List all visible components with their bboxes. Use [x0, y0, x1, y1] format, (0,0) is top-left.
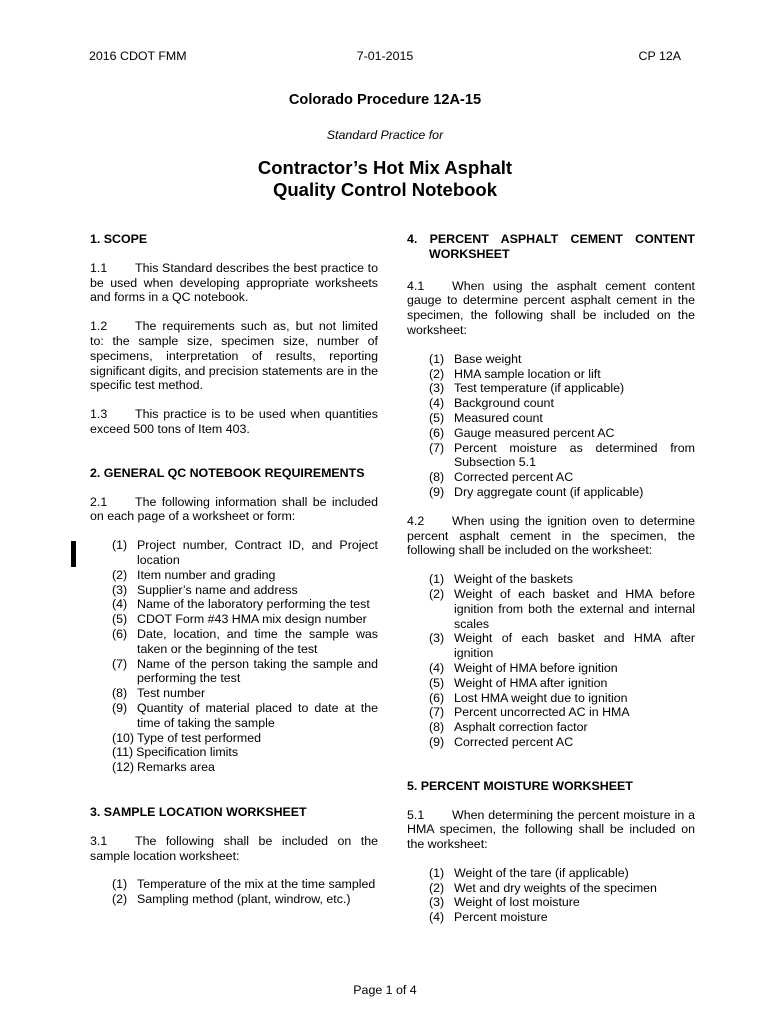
list-item: [112, 745, 378, 760]
list-item-text: Name of the person taking the sample and performing the test: [137, 656, 378, 686]
header-document-id: 2016 CDOT FMM: [89, 49, 187, 63]
list-item-text: Remarks area: [137, 760, 215, 775]
list-item-number: (4): [429, 660, 445, 675]
list-item-text: Asphalt correction factor: [454, 720, 588, 735]
list-item: [429, 367, 695, 382]
list-item: [429, 881, 695, 896]
list-item: [429, 910, 695, 925]
list-item-number: (6): [112, 626, 128, 641]
list-item: [112, 568, 378, 583]
list-item: [112, 583, 378, 598]
section-3-list: [90, 877, 378, 907]
right-column: [407, 232, 695, 925]
list-item-number: (3): [112, 582, 128, 597]
list-item-text: Percent moisture: [454, 910, 548, 925]
list-item-number: (3): [429, 381, 445, 396]
list-item-text: Corrected percent AC: [454, 734, 574, 749]
list-item: [112, 892, 378, 907]
paragraph-1-2: [90, 319, 378, 393]
list-item-number: (1): [112, 877, 128, 892]
list-item-number: (8): [112, 686, 128, 701]
paragraph-text: This Standard describes the best practice to be used when developing appropriate worksheets and forms in a QC notebook.: [90, 260, 378, 305]
list-item-text: Weight of HMA before ignition: [454, 660, 618, 675]
paragraph-4-1: [407, 279, 695, 338]
list-item-text: Project number, Contract ID, and Project location: [137, 538, 378, 567]
list-item: [429, 735, 695, 750]
header-date: 7-01-2015: [356, 49, 414, 63]
list-item: [429, 426, 695, 441]
list-item-text: Weight of the baskets: [454, 572, 573, 587]
list-item: [112, 538, 378, 568]
paragraph-4-2: [407, 514, 695, 558]
list-item: [112, 686, 378, 701]
paragraph-number: 1.2: [90, 319, 108, 334]
list-item: [112, 701, 378, 731]
list-item: [429, 441, 695, 471]
page-number-footer: Page 1 of 4: [353, 983, 417, 997]
paragraph-text: When using the asphalt cement content gauge to determine percent asphalt cement in the specimen, the following shall be included on the worksheet:: [407, 278, 695, 337]
list-item-number: (9): [429, 734, 445, 749]
list-item-number: (8): [429, 470, 445, 485]
list-item-number: (1): [112, 538, 128, 553]
section-2-heading: 2. GENERAL QC NOTEBOOK REQUIREMENTS: [90, 465, 365, 480]
list-item: [112, 877, 378, 892]
standard-practice-subtitle: Standard Practice for: [326, 128, 444, 142]
header-procedure-code: CP 12A: [638, 49, 681, 63]
list-item-number: (8): [429, 720, 445, 735]
list-item-number: (7): [429, 440, 445, 455]
list-item-text: Date, location, and time the sample was taken or the beginning of the test: [137, 626, 378, 656]
section-5-list: [407, 866, 695, 925]
paragraph-2-1: [90, 495, 378, 525]
list-item: [429, 470, 695, 485]
list-item: [112, 760, 378, 775]
list-item-text: Weight of each basket and HMA before ignition from both the external and internal scales: [454, 586, 695, 631]
list-item-number: (1): [429, 351, 445, 366]
list-item-number: (1): [429, 572, 445, 587]
paragraph-text: This practice is to be used when quantities exceed 500 tons of Item 403.: [90, 407, 378, 436]
list-item: [429, 411, 695, 426]
list-item-number: (2): [429, 586, 445, 601]
section-4-gauge-list: [407, 352, 695, 500]
list-item: [429, 676, 695, 691]
list-item-text: Gauge measured percent AC: [454, 425, 615, 440]
procedure-title: Colorado Procedure 12A-15: [288, 92, 482, 108]
list-item-number: (2): [429, 366, 445, 381]
list-item-text: Supplier’s name and address: [137, 582, 298, 597]
list-item: [429, 572, 695, 587]
paragraph-5-1: [407, 808, 695, 852]
title-line-2: Quality Control Notebook: [272, 179, 498, 200]
list-item-text: Specification limits: [136, 745, 239, 760]
list-item-number: (3): [429, 895, 445, 910]
list-item-number: (5): [429, 410, 445, 425]
list-item-number: (4): [112, 597, 128, 612]
list-item-text: Background count: [454, 396, 554, 411]
section-4-ignition-list: [407, 572, 695, 750]
list-item: [112, 731, 378, 746]
list-item-text: Base weight: [454, 351, 522, 366]
list-item-text: Weight of the tare (if applicable): [454, 865, 629, 880]
list-item-text: Temperature of the mix at the time sampled: [137, 877, 376, 892]
list-item: [429, 352, 695, 367]
paragraph-number: 2.1: [90, 494, 108, 509]
list-item-number: (4): [429, 910, 445, 925]
list-item-text: Measured count: [454, 410, 543, 425]
list-item: [429, 661, 695, 676]
list-item: [429, 866, 695, 881]
list-item-number: (6): [429, 690, 445, 705]
list-item-text: Dry aggregate count (if applicable): [454, 484, 644, 499]
paragraph-1-1: [90, 261, 378, 305]
paragraph-number: 1.1: [90, 260, 108, 275]
list-item-text: Percent moisture as determined from Subsection 5.1: [454, 440, 695, 470]
list-item-number: (7): [429, 705, 445, 720]
list-item-text: Weight of each basket and HMA after ignition: [454, 631, 695, 661]
list-item-text: HMA sample location or lift: [454, 366, 601, 381]
list-item: [112, 597, 378, 612]
list-item-number: (10): [112, 730, 135, 745]
list-item-number: (9): [429, 484, 445, 499]
list-item: [429, 705, 695, 720]
paragraph-1-3: [90, 407, 378, 437]
list-item-text: Weight of HMA after ignition: [454, 675, 608, 690]
list-item-number: (3): [429, 631, 445, 646]
list-item-text: Item number and grading: [137, 567, 276, 582]
list-item-text: Name of the laboratory performing the test: [137, 597, 370, 612]
paragraph-3-1: [90, 834, 378, 864]
list-item-number: (12): [112, 760, 135, 775]
list-item-text: Percent uncorrected AC in HMA: [454, 705, 630, 720]
list-item: [112, 657, 378, 687]
list-item: [112, 627, 378, 657]
section-2-requirements-list: [90, 538, 378, 775]
list-item: [429, 396, 695, 411]
list-item-text: Test temperature (if applicable): [454, 381, 625, 396]
list-item: [429, 587, 695, 631]
list-item: [429, 485, 695, 500]
list-item-number: (2): [429, 880, 445, 895]
list-item: [429, 895, 695, 910]
list-item: [429, 381, 695, 396]
document-title: [0, 157, 770, 201]
list-item: [429, 691, 695, 706]
list-item-text: CDOT Form #43 HMA mix design number: [137, 612, 367, 627]
list-item-text: Lost HMA weight due to ignition: [454, 690, 628, 705]
list-item-number: (9): [112, 700, 128, 715]
list-item-number: (11): [112, 745, 134, 760]
paragraph-text: When determining the percent moisture in a HMA specimen, the following shall be included on the worksheet:: [407, 807, 695, 852]
list-item: [112, 612, 378, 627]
section-5-heading: 5. PERCENT MOISTURE WORKSHEET: [407, 778, 633, 793]
paragraph-number: 4.1: [407, 278, 425, 293]
list-item-text: Corrected percent AC: [454, 470, 574, 485]
paragraph-number: 4.2: [407, 513, 425, 528]
list-item-text: Wet and dry weights of the specimen: [454, 880, 657, 895]
list-item-number: (2): [112, 567, 128, 582]
list-item-text: Quantity of material placed to date at the time of taking the sample: [137, 700, 378, 730]
list-item-number: (1): [429, 865, 445, 880]
section-3-heading: 3. SAMPLE LOCATION WORKSHEET: [90, 804, 307, 819]
list-item-number: (7): [112, 656, 128, 671]
left-column: [90, 232, 378, 907]
list-item-number: (5): [112, 612, 128, 627]
list-item-number: (4): [429, 396, 445, 411]
list-item: [429, 631, 695, 661]
list-item-text: Weight of lost moisture: [454, 895, 580, 910]
list-item-text: Sampling method (plant, windrow, etc.): [137, 892, 351, 907]
list-item-number: (2): [112, 892, 128, 907]
list-item-number: (5): [429, 675, 445, 690]
paragraph-text: The following information shall be included on each page of a worksheet or form:: [90, 494, 378, 524]
list-item: [429, 720, 695, 735]
title-line-1: Contractor’s Hot Mix Asphalt: [257, 157, 513, 178]
list-item-number: (6): [429, 425, 445, 440]
revision-change-bar: [71, 541, 76, 567]
list-item-text: Type of test performed: [137, 730, 262, 745]
paragraph-number: 5.1: [407, 807, 425, 822]
list-item-text: Test number: [137, 686, 206, 701]
section-4-heading: 4. PERCENT ASPHALT CEMENT CONTENT WORKSHEET: [407, 232, 695, 261]
paragraph-number: 3.1: [90, 833, 108, 848]
paragraph-text: The requirements such as, but not limited to: the sample size, specimen size, number of specimens, interpretation of results, reporting significant digits, and precision statements are in the specific test method.: [90, 319, 378, 393]
section-1-heading: 1. SCOPE: [90, 232, 148, 246]
paragraph-text: The following shall be included on the sample location worksheet:: [90, 833, 378, 863]
paragraph-text: When using the ignition oven to determine percent asphalt cement in the specimen, the following shall be included on the worksheet:: [407, 513, 695, 558]
paragraph-number: 1.3: [90, 407, 108, 422]
